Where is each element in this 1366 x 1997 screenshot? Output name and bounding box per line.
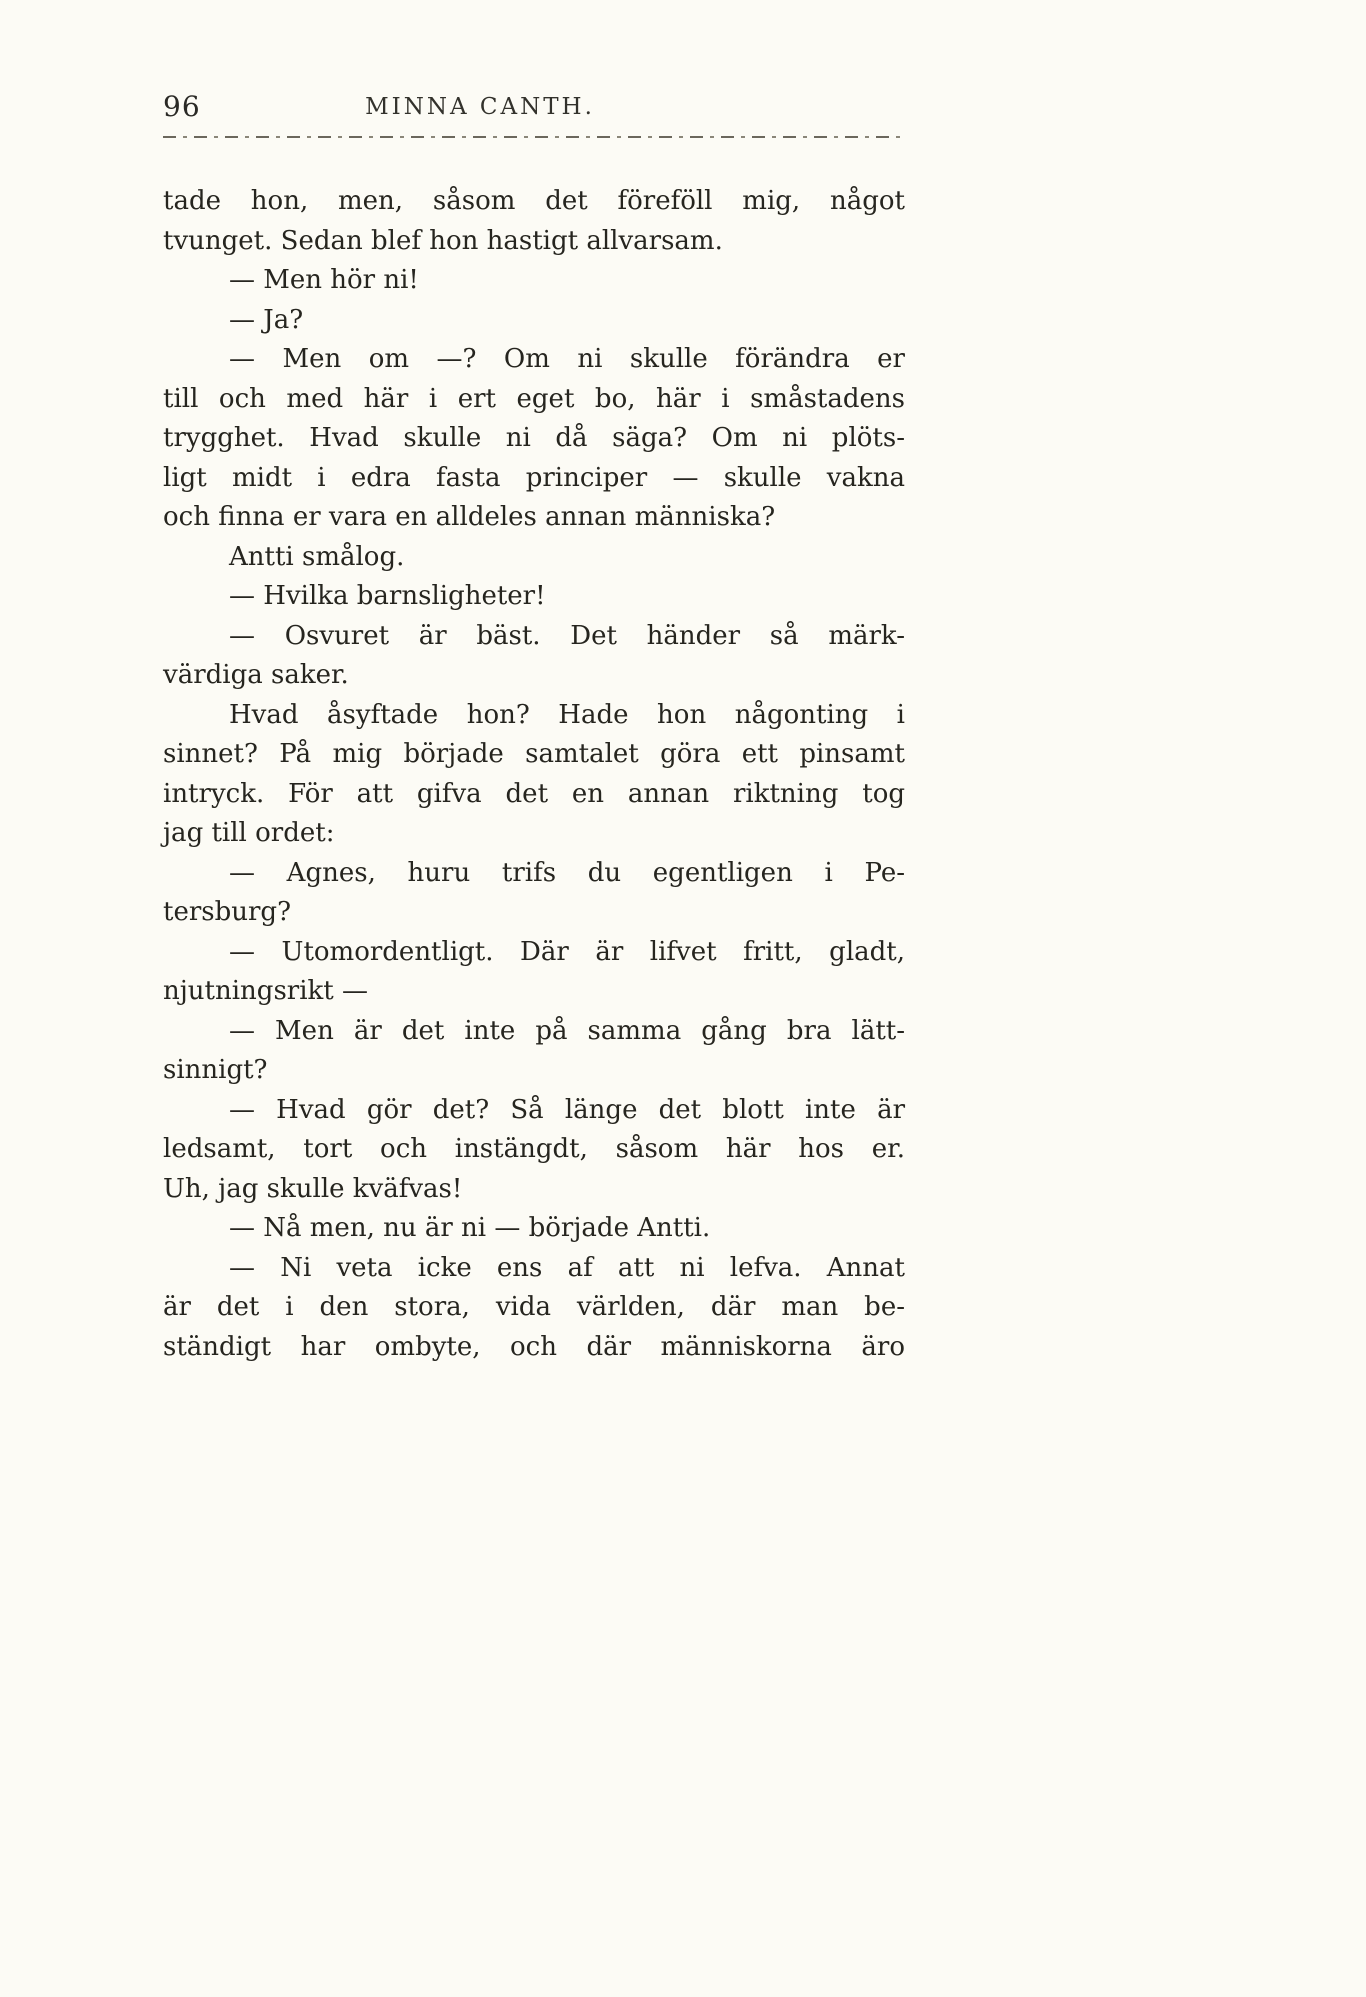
text-line: sinnet? På mig började samtalet göra ett pinsamt (163, 739, 905, 769)
text-line: tade hon, men, såsom det föreföll mig, något (163, 186, 905, 216)
text-line: — Ni veta icke ens af att ni lefva. Annat (229, 1252, 905, 1283)
text-line: Uh, jag skulle kväfvas! (163, 1173, 463, 1204)
text-line: jag till ordet: (163, 818, 335, 848)
page-header (163, 90, 905, 122)
page-number: 96 (163, 90, 201, 123)
text-line: — Men hör ni! (229, 265, 419, 295)
text-line: ligt midt i edra fasta principer — skulle vakna (163, 462, 905, 493)
text-line: — Hvilka barnsligheter! (229, 581, 546, 611)
text-block (163, 90, 905, 1367)
text-line: intryck. För att gifva det en annan riktning tog (163, 778, 905, 809)
text-line: tersburg? (163, 897, 292, 927)
running-title: MINNA CANTH. (365, 94, 595, 120)
text-line: Hvad åsyftade hon? Hade hon någonting i (229, 699, 905, 730)
text-line: — Hvad gör det? Så länge det blott inte är (229, 1094, 905, 1125)
text-line: njutningsrikt — (163, 976, 369, 1006)
text-line: — Men om —? Om ni skulle förändra er (229, 344, 905, 374)
text-line: värdiga saker. (163, 660, 349, 690)
text-line: ständigt har ombyte, och där människorna äro (163, 1331, 905, 1362)
text-line: ledsamt, tort och instängdt, såsom här hos er. (163, 1134, 905, 1164)
text-line: — Nå men, nu är ni — började Antti. (229, 1213, 711, 1243)
text-line: — Utomordentligt. Där är lifvet fritt, gladt, (229, 936, 905, 967)
text-line: Antti smålog. (229, 541, 405, 572)
header-rule (163, 136, 905, 138)
page-body (163, 182, 905, 1367)
text-line: trygghet. Hvad skulle ni då säga? Om ni plöts- (163, 423, 905, 453)
text-line: sinnigt? (163, 1055, 268, 1085)
text-line: och finna er vara en alldeles annan människa? (163, 502, 776, 532)
text-line: — Agnes, huru trifs du egentligen i Pe- (229, 857, 905, 888)
text-line: — Ja? (229, 304, 304, 335)
text-line: — Osvuret är bäst. Det händer så märk- (229, 620, 905, 651)
text-line: till och med här i ert eget bo, här i småstadens (163, 383, 905, 414)
text-line: tvunget. Sedan blef hon hastigt allvarsam. (163, 225, 723, 256)
text-line: är det i den stora, vida världen, där man be- (163, 1292, 905, 1322)
text-line: — Men är det inte på samma gång bra lätt- (229, 1015, 905, 1046)
